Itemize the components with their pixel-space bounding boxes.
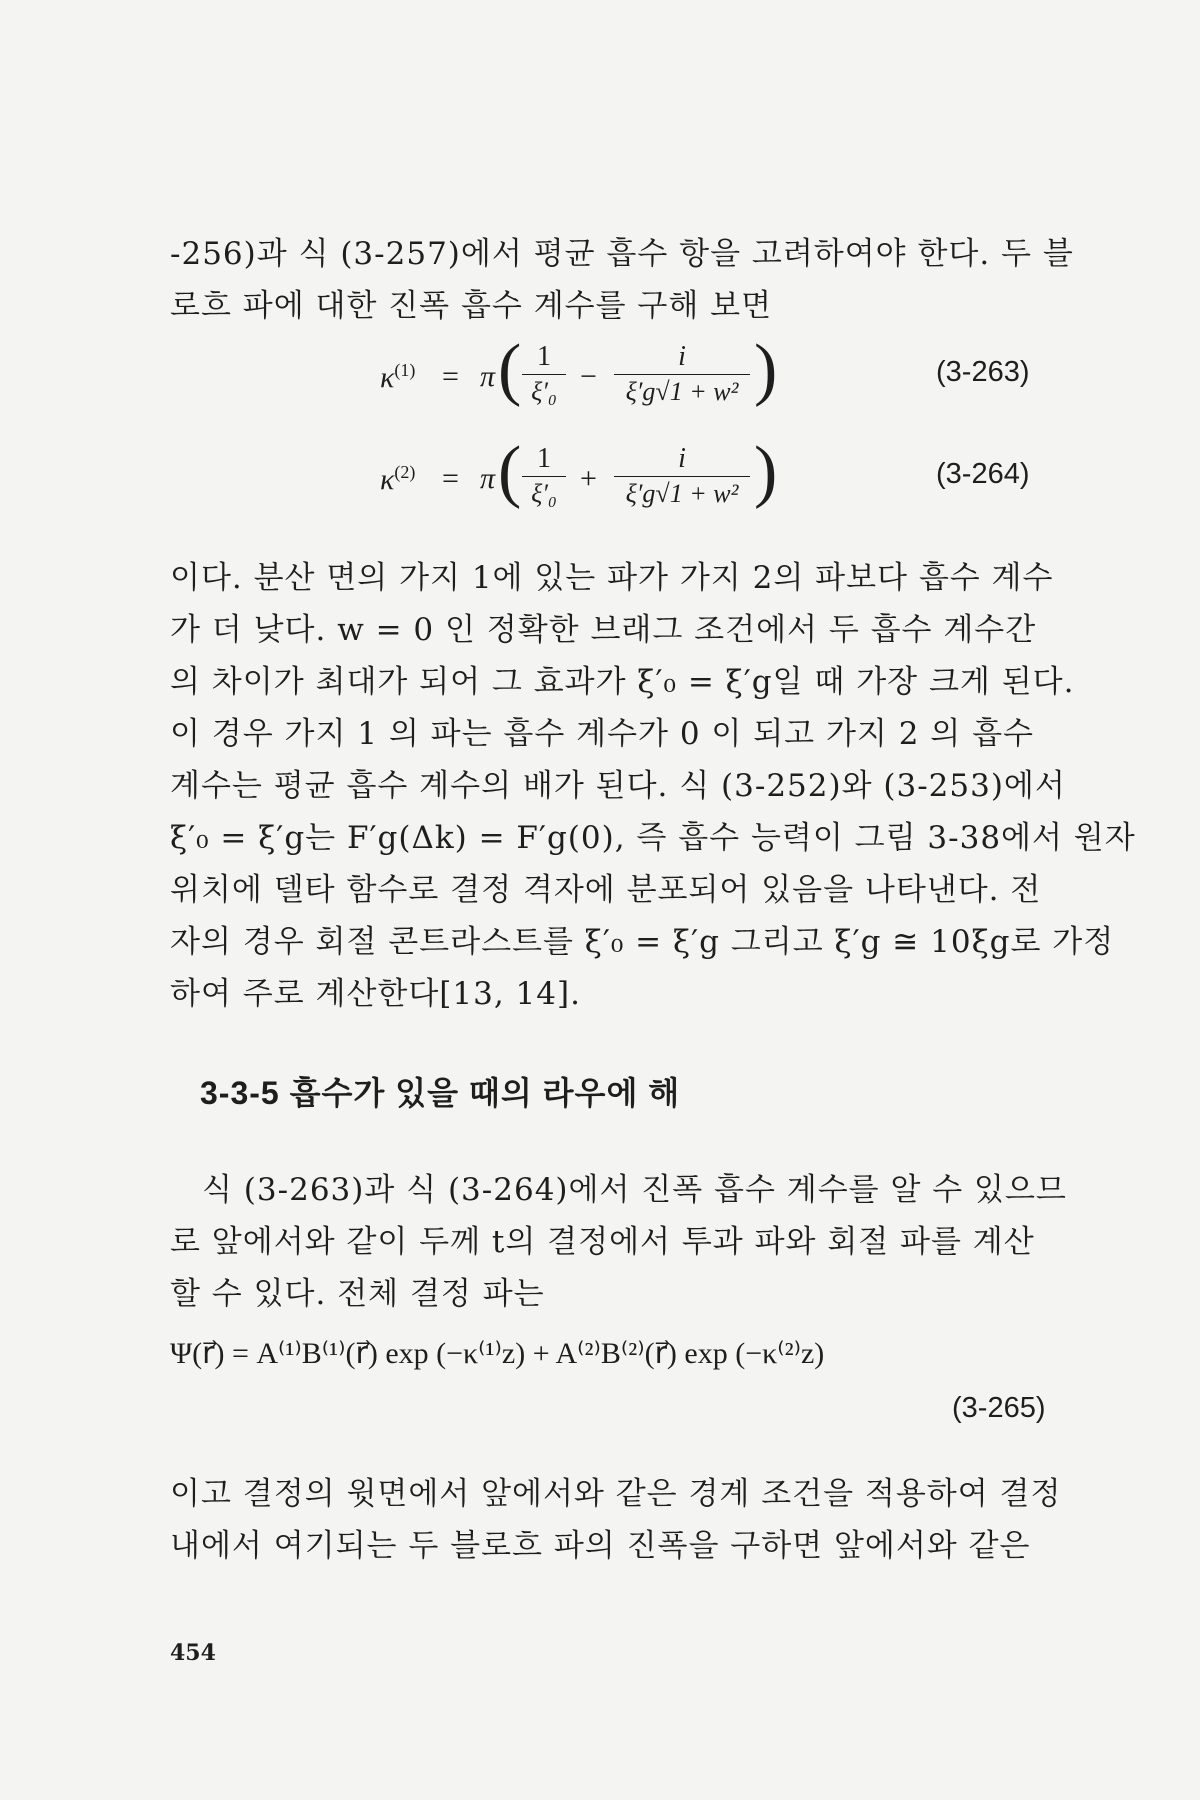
text-line: 이고 결정의 윗면에서 앞에서와 같은 경계 조건을 적용하여 결정	[170, 1476, 1062, 1512]
right-paren: )	[754, 331, 778, 408]
text-line: 로흐 파에 대한 진폭 흡수 계수를 구해 보면	[170, 288, 773, 324]
equation-3-264	[0, 434, 1200, 524]
eq-operator: −	[580, 360, 597, 393]
text-line: -256)과 식 (3-257)에서 평균 흡수 항을 고려하여야 한다. 두 블	[170, 236, 1074, 272]
fraction-1: 1 ξ′₀	[522, 340, 566, 409]
page-number: 454	[170, 1640, 216, 1666]
eq-lhs: $\kappa^{(1)}$	[380, 360, 416, 394]
fraction-1: 1 ξ′₀	[522, 442, 566, 511]
equation-number: (3-263)	[936, 356, 1030, 388]
equation-number: (3-265)	[952, 1392, 1046, 1424]
paragraph-intro	[170, 228, 1074, 332]
eq-equals: =	[442, 462, 459, 495]
eq-pi: π	[480, 360, 496, 393]
text-line: 위치에 델타 함수로 결정 격자에 분포되어 있음을 나타낸다. 전	[170, 872, 1042, 908]
right-paren: )	[754, 433, 778, 510]
text-line: 계수는 평균 흡수 계수의 배가 된다. 식 (3-252)와 (3-253)에서	[170, 768, 1066, 804]
fraction-2: i ξ′g√1 + w²	[614, 340, 750, 409]
eq-lhs: $\kappa^{(2)}$	[380, 462, 416, 496]
eq-pi: π	[480, 462, 496, 495]
text-line: 자의 경우 회절 콘트라스트를 ξ′₀ = ξ′g 그리고 ξ′g ≅ 10ξg로 가정	[170, 924, 1115, 960]
text-line: 내에서 여기되는 두 블로흐 파의 진폭을 구하면 앞에서와 같은	[170, 1528, 1031, 1564]
text-line: 의 차이가 최대가 되어 그 효과가 ξ′₀ = ξ′g일 때 가장 크게 된다.	[170, 664, 1075, 700]
text-line: 로 앞에서와 같이 두께 t의 결정에서 투과 파와 회절 파를 계산	[170, 1224, 1035, 1260]
paragraph-discussion	[170, 552, 1136, 1020]
equation-number: (3-264)	[936, 458, 1030, 490]
text-line: 이 경우 가지 1 의 파는 흡수 계수가 0 이 되고 가지 2 의 흡수	[170, 716, 1034, 752]
eq-operator: +	[580, 462, 597, 495]
left-paren: (	[498, 331, 522, 408]
eq-equals: =	[442, 360, 459, 393]
text-line: 하여 주로 계산한다[13, 14].	[170, 976, 581, 1012]
paragraph-laue	[170, 1164, 1067, 1320]
text-line: 할 수 있다. 전체 결정 파는	[170, 1276, 545, 1312]
text-line: 식 (3-263)과 식 (3-264)에서 진폭 흡수 계수를 알 수 있으므	[202, 1172, 1067, 1208]
paragraph-boundary	[170, 1468, 1062, 1572]
equation-3-263	[0, 332, 1200, 422]
left-paren: (	[498, 433, 522, 510]
text-line: 가 더 낮다. w = 0 인 정확한 브래그 조건에서 두 흡수 계수간	[170, 612, 1037, 648]
equation-3-265: Ψ(r⃗) = A⁽¹⁾B⁽¹⁾(r⃗) exp (−κ⁽¹⁾z) + A⁽²⁾B⁽²⁾(r⃗) exp (−κ⁽²⁾z)	[170, 1337, 825, 1370]
text-line: 이다. 분산 면의 가지 1에 있는 파가 가지 2의 파보다 흡수 계수	[170, 560, 1054, 596]
section-heading: 3-3-5 흡수가 있을 때의 라우에 해	[200, 1075, 681, 1111]
text-line: ξ′₀ = ξ′g는 F′g(Δk) = F′g(0), 즉 흡수 능력이 그림 3-38에서 원자	[170, 820, 1136, 856]
fraction-2: i ξ′g√1 + w²	[614, 442, 750, 511]
